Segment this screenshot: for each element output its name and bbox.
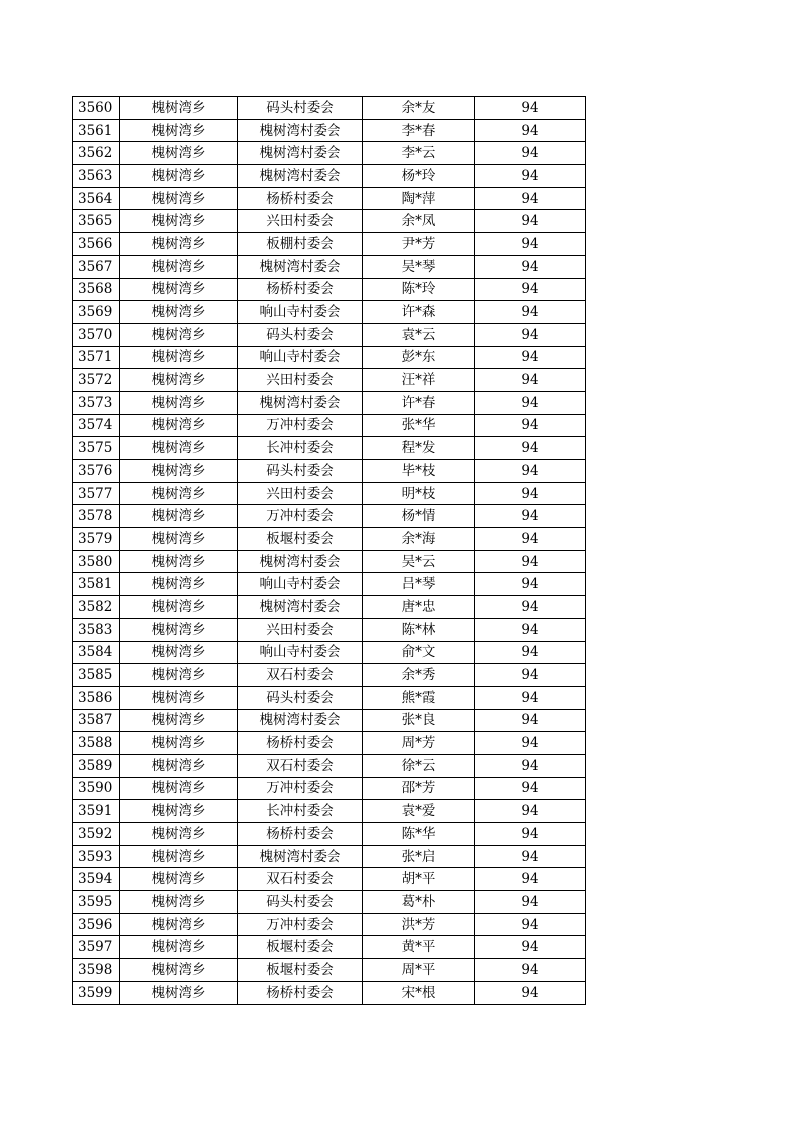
cell-score: 94 [475, 823, 586, 846]
cell-score: 94 [475, 505, 586, 528]
cell-id: 3562 [73, 142, 120, 165]
cell-village: 码头村委会 [238, 686, 363, 709]
cell-township: 槐树湾乡 [120, 97, 238, 120]
cell-village: 码头村委会 [238, 97, 363, 120]
cell-township: 槐树湾乡 [120, 800, 238, 823]
cell-name: 吕*琴 [363, 573, 475, 596]
cell-name: 陈*林 [363, 618, 475, 641]
cell-township: 槐树湾乡 [120, 391, 238, 414]
cell-village: 杨桥村委会 [238, 732, 363, 755]
cell-name: 张*启 [363, 845, 475, 868]
cell-name: 吴*琴 [363, 255, 475, 278]
cell-score: 94 [475, 391, 586, 414]
cell-score: 94 [475, 278, 586, 301]
cell-score: 94 [475, 119, 586, 142]
table-row [73, 709, 586, 732]
cell-name: 余*凤 [363, 210, 475, 233]
cell-village: 响山寺村委会 [238, 641, 363, 664]
table-row [73, 460, 586, 483]
cell-id: 3569 [73, 301, 120, 324]
cell-id: 3597 [73, 936, 120, 959]
cell-score: 94 [475, 732, 586, 755]
table-row [73, 97, 586, 120]
cell-name: 葛*朴 [363, 891, 475, 914]
cell-id: 3577 [73, 482, 120, 505]
cell-village: 杨桥村委会 [238, 981, 363, 1004]
table-row [73, 323, 586, 346]
table-row [73, 981, 586, 1004]
cell-village: 槐树湾村委会 [238, 165, 363, 188]
cell-name: 彭*东 [363, 346, 475, 369]
cell-village: 长冲村委会 [238, 800, 363, 823]
table-row [73, 777, 586, 800]
cell-township: 槐树湾乡 [120, 505, 238, 528]
cell-village: 万冲村委会 [238, 414, 363, 437]
cell-township: 槐树湾乡 [120, 959, 238, 982]
cell-name: 俞*文 [363, 641, 475, 664]
table-row [73, 414, 586, 437]
cell-id: 3584 [73, 641, 120, 664]
cell-name: 程*发 [363, 437, 475, 460]
cell-id: 3579 [73, 528, 120, 551]
cell-id: 3573 [73, 391, 120, 414]
cell-score: 94 [475, 981, 586, 1004]
cell-name: 周*平 [363, 959, 475, 982]
cell-village: 槐树湾村委会 [238, 119, 363, 142]
table-row [73, 959, 586, 982]
cell-score: 94 [475, 142, 586, 165]
table-row [73, 142, 586, 165]
cell-township: 槐树湾乡 [120, 119, 238, 142]
cell-id: 3575 [73, 437, 120, 460]
cell-name: 吴*云 [363, 550, 475, 573]
cell-score: 94 [475, 301, 586, 324]
table-row [73, 664, 586, 687]
table-row [73, 823, 586, 846]
cell-score: 94 [475, 528, 586, 551]
table-row [73, 255, 586, 278]
data-table [72, 96, 586, 1005]
cell-id: 3589 [73, 754, 120, 777]
cell-score: 94 [475, 800, 586, 823]
cell-id: 3564 [73, 187, 120, 210]
cell-township: 槐树湾乡 [120, 754, 238, 777]
cell-score: 94 [475, 959, 586, 982]
cell-score: 94 [475, 550, 586, 573]
cell-score: 94 [475, 165, 586, 188]
cell-score: 94 [475, 596, 586, 619]
cell-id: 3566 [73, 233, 120, 256]
cell-township: 槐树湾乡 [120, 323, 238, 346]
cell-name: 袁*爱 [363, 800, 475, 823]
cell-id: 3574 [73, 414, 120, 437]
cell-village: 双石村委会 [238, 868, 363, 891]
cell-id: 3591 [73, 800, 120, 823]
cell-id: 3576 [73, 460, 120, 483]
table-row [73, 550, 586, 573]
cell-village: 槐树湾村委会 [238, 391, 363, 414]
cell-score: 94 [475, 686, 586, 709]
table-row [73, 437, 586, 460]
cell-score: 94 [475, 913, 586, 936]
cell-township: 槐树湾乡 [120, 210, 238, 233]
cell-village: 槐树湾村委会 [238, 596, 363, 619]
cell-id: 3592 [73, 823, 120, 846]
cell-township: 槐树湾乡 [120, 936, 238, 959]
cell-name: 李*春 [363, 119, 475, 142]
cell-score: 94 [475, 868, 586, 891]
table-row [73, 891, 586, 914]
cell-township: 槐树湾乡 [120, 233, 238, 256]
cell-village: 槐树湾村委会 [238, 255, 363, 278]
cell-name: 张*良 [363, 709, 475, 732]
table-row [73, 913, 586, 936]
table-row [73, 210, 586, 233]
cell-village: 槐树湾村委会 [238, 142, 363, 165]
table-row [73, 641, 586, 664]
table-row [73, 369, 586, 392]
cell-id: 3581 [73, 573, 120, 596]
table-row [73, 573, 586, 596]
table-row [73, 845, 586, 868]
cell-township: 槐树湾乡 [120, 709, 238, 732]
cell-id: 3580 [73, 550, 120, 573]
cell-township: 槐树湾乡 [120, 346, 238, 369]
cell-name: 陶*萍 [363, 187, 475, 210]
cell-name: 尹*芳 [363, 233, 475, 256]
cell-township: 槐树湾乡 [120, 868, 238, 891]
cell-name: 余*秀 [363, 664, 475, 687]
cell-name: 熊*霞 [363, 686, 475, 709]
cell-township: 槐树湾乡 [120, 618, 238, 641]
cell-village: 码头村委会 [238, 323, 363, 346]
cell-name: 许*春 [363, 391, 475, 414]
cell-score: 94 [475, 210, 586, 233]
table-row [73, 505, 586, 528]
cell-name: 周*芳 [363, 732, 475, 755]
cell-score: 94 [475, 573, 586, 596]
table-row [73, 165, 586, 188]
cell-village: 响山寺村委会 [238, 301, 363, 324]
cell-name: 黄*平 [363, 936, 475, 959]
cell-id: 3590 [73, 777, 120, 800]
cell-township: 槐树湾乡 [120, 187, 238, 210]
table-row [73, 596, 586, 619]
table-row [73, 618, 586, 641]
cell-township: 槐树湾乡 [120, 414, 238, 437]
cell-township: 槐树湾乡 [120, 550, 238, 573]
table-row [73, 482, 586, 505]
cell-township: 槐树湾乡 [120, 437, 238, 460]
cell-id: 3565 [73, 210, 120, 233]
cell-name: 李*云 [363, 142, 475, 165]
cell-township: 槐树湾乡 [120, 142, 238, 165]
cell-name: 邵*芳 [363, 777, 475, 800]
cell-village: 双石村委会 [238, 664, 363, 687]
cell-id: 3561 [73, 119, 120, 142]
cell-id: 3585 [73, 664, 120, 687]
cell-id: 3571 [73, 346, 120, 369]
cell-township: 槐树湾乡 [120, 596, 238, 619]
cell-name: 唐*忠 [363, 596, 475, 619]
cell-township: 槐树湾乡 [120, 278, 238, 301]
cell-village: 万冲村委会 [238, 913, 363, 936]
cell-township: 槐树湾乡 [120, 664, 238, 687]
table-row [73, 754, 586, 777]
cell-township: 槐树湾乡 [120, 981, 238, 1004]
cell-score: 94 [475, 187, 586, 210]
cell-village: 杨桥村委会 [238, 823, 363, 846]
cell-township: 槐树湾乡 [120, 528, 238, 551]
cell-name: 汪*祥 [363, 369, 475, 392]
cell-score: 94 [475, 777, 586, 800]
cell-score: 94 [475, 369, 586, 392]
cell-id: 3599 [73, 981, 120, 1004]
table-row [73, 528, 586, 551]
table-row [73, 346, 586, 369]
cell-score: 94 [475, 754, 586, 777]
cell-township: 槐树湾乡 [120, 732, 238, 755]
cell-village: 槐树湾村委会 [238, 709, 363, 732]
cell-township: 槐树湾乡 [120, 369, 238, 392]
table-row [73, 391, 586, 414]
cell-id: 3595 [73, 891, 120, 914]
cell-village: 万冲村委会 [238, 777, 363, 800]
cell-village: 板堰村委会 [238, 959, 363, 982]
cell-score: 94 [475, 255, 586, 278]
cell-township: 槐树湾乡 [120, 777, 238, 800]
table-row [73, 868, 586, 891]
cell-score: 94 [475, 233, 586, 256]
cell-id: 3572 [73, 369, 120, 392]
cell-score: 94 [475, 482, 586, 505]
cell-township: 槐树湾乡 [120, 686, 238, 709]
table-row [73, 119, 586, 142]
cell-score: 94 [475, 346, 586, 369]
cell-township: 槐树湾乡 [120, 165, 238, 188]
cell-score: 94 [475, 618, 586, 641]
cell-score: 94 [475, 891, 586, 914]
table-body [73, 97, 586, 1005]
cell-id: 3582 [73, 596, 120, 619]
cell-village: 板堰村委会 [238, 528, 363, 551]
cell-id: 3594 [73, 868, 120, 891]
cell-id: 3578 [73, 505, 120, 528]
cell-village: 板棚村委会 [238, 233, 363, 256]
cell-score: 94 [475, 437, 586, 460]
table-row [73, 800, 586, 823]
cell-score: 94 [475, 664, 586, 687]
cell-name: 明*枝 [363, 482, 475, 505]
cell-village: 杨桥村委会 [238, 278, 363, 301]
cell-village: 兴田村委会 [238, 369, 363, 392]
cell-score: 94 [475, 414, 586, 437]
cell-village: 长冲村委会 [238, 437, 363, 460]
cell-name: 许*森 [363, 301, 475, 324]
cell-village: 兴田村委会 [238, 210, 363, 233]
cell-village: 双石村委会 [238, 754, 363, 777]
cell-township: 槐树湾乡 [120, 573, 238, 596]
cell-id: 3596 [73, 913, 120, 936]
table-row [73, 732, 586, 755]
cell-name: 张*华 [363, 414, 475, 437]
cell-village: 码头村委会 [238, 460, 363, 483]
cell-name: 余*友 [363, 97, 475, 120]
cell-name: 陈*玲 [363, 278, 475, 301]
cell-name: 胡*平 [363, 868, 475, 891]
cell-score: 94 [475, 641, 586, 664]
table-row [73, 187, 586, 210]
cell-name: 宋*根 [363, 981, 475, 1004]
cell-score: 94 [475, 323, 586, 346]
cell-id: 3593 [73, 845, 120, 868]
cell-score: 94 [475, 709, 586, 732]
cell-name: 徐*云 [363, 754, 475, 777]
cell-village: 槐树湾村委会 [238, 550, 363, 573]
cell-id: 3588 [73, 732, 120, 755]
cell-township: 槐树湾乡 [120, 460, 238, 483]
cell-village: 板堰村委会 [238, 936, 363, 959]
cell-score: 94 [475, 97, 586, 120]
cell-township: 槐树湾乡 [120, 845, 238, 868]
cell-score: 94 [475, 845, 586, 868]
cell-name: 陈*华 [363, 823, 475, 846]
cell-village: 码头村委会 [238, 891, 363, 914]
cell-township: 槐树湾乡 [120, 255, 238, 278]
cell-township: 槐树湾乡 [120, 641, 238, 664]
cell-village: 兴田村委会 [238, 482, 363, 505]
cell-name: 毕*枝 [363, 460, 475, 483]
cell-id: 3570 [73, 323, 120, 346]
cell-name: 袁*云 [363, 323, 475, 346]
cell-township: 槐树湾乡 [120, 823, 238, 846]
cell-village: 杨桥村委会 [238, 187, 363, 210]
cell-name: 洪*芳 [363, 913, 475, 936]
cell-id: 3563 [73, 165, 120, 188]
cell-id: 3598 [73, 959, 120, 982]
table-row [73, 301, 586, 324]
cell-name: 余*海 [363, 528, 475, 551]
table-row [73, 278, 586, 301]
cell-id: 3560 [73, 97, 120, 120]
cell-township: 槐树湾乡 [120, 913, 238, 936]
table-row [73, 936, 586, 959]
table-row [73, 686, 586, 709]
table-row [73, 233, 586, 256]
cell-score: 94 [475, 936, 586, 959]
cell-score: 94 [475, 460, 586, 483]
cell-name: 杨*情 [363, 505, 475, 528]
cell-village: 槐树湾村委会 [238, 845, 363, 868]
cell-id: 3586 [73, 686, 120, 709]
cell-id: 3583 [73, 618, 120, 641]
cell-id: 3568 [73, 278, 120, 301]
cell-village: 响山寺村委会 [238, 346, 363, 369]
cell-id: 3567 [73, 255, 120, 278]
cell-village: 兴田村委会 [238, 618, 363, 641]
cell-name: 杨*玲 [363, 165, 475, 188]
cell-village: 响山寺村委会 [238, 573, 363, 596]
cell-township: 槐树湾乡 [120, 891, 238, 914]
cell-village: 万冲村委会 [238, 505, 363, 528]
cell-township: 槐树湾乡 [120, 301, 238, 324]
cell-id: 3587 [73, 709, 120, 732]
cell-township: 槐树湾乡 [120, 482, 238, 505]
